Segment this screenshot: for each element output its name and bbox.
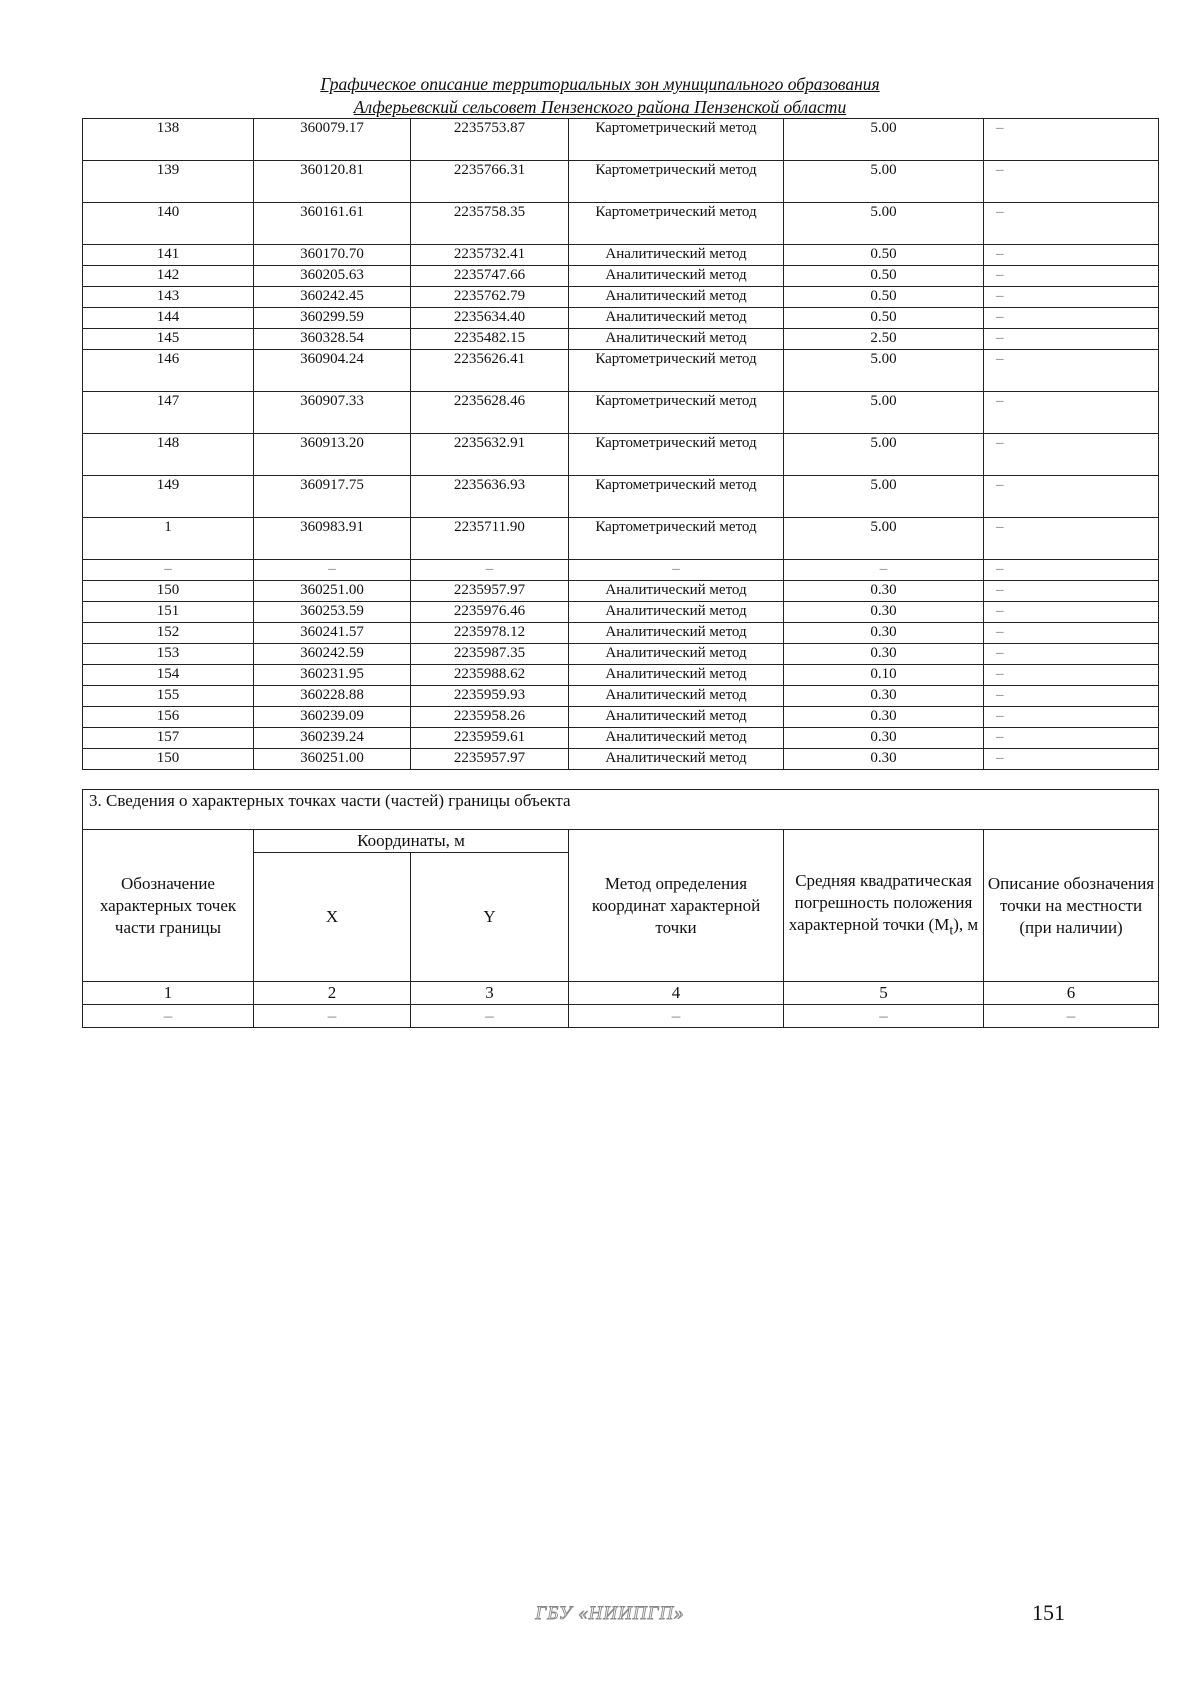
empty-cell: – bbox=[83, 1005, 254, 1028]
cell-point-number: 155 bbox=[83, 686, 254, 707]
cell-coord-x: 360239.24 bbox=[254, 728, 411, 749]
cell-coord-x: 360205.63 bbox=[254, 266, 411, 287]
col-number-6: 6 bbox=[984, 982, 1159, 1005]
cell-point-number: 152 bbox=[83, 623, 254, 644]
cell-error-m: 5.00 bbox=[784, 119, 984, 161]
table-row bbox=[83, 476, 1159, 518]
cell-coord-x: 360983.91 bbox=[254, 518, 411, 560]
cell-method: Аналитический метод bbox=[569, 287, 784, 308]
cell-method: Аналитический метод bbox=[569, 728, 784, 749]
cell-method: Аналитический метод bbox=[569, 266, 784, 287]
cell-error-m: 0.50 bbox=[784, 308, 984, 329]
cell-coord-y: 2235753.87 bbox=[411, 119, 569, 161]
cell-description: – bbox=[984, 581, 1159, 602]
col-header-error-sub: t bbox=[949, 922, 954, 939]
table-row bbox=[83, 161, 1159, 203]
empty-cell: – bbox=[411, 1005, 569, 1028]
cell-point-number: 153 bbox=[83, 644, 254, 665]
cell-error-m: 5.00 bbox=[784, 203, 984, 245]
cell-point-number: 146 bbox=[83, 350, 254, 392]
table-row bbox=[83, 350, 1159, 392]
cell-error-m: 5.00 bbox=[784, 161, 984, 203]
cell-coord-x: 360328.54 bbox=[254, 329, 411, 350]
cell-coord-y: 2235482.15 bbox=[411, 329, 569, 350]
table-row bbox=[83, 707, 1159, 728]
cell-coord-y: 2235958.26 bbox=[411, 707, 569, 728]
cell-method: Аналитический метод bbox=[569, 245, 784, 266]
cell-coord-y: 2235987.35 bbox=[411, 644, 569, 665]
cell-coord-y: 2235758.35 bbox=[411, 203, 569, 245]
cell-coord-x: 360241.57 bbox=[254, 623, 411, 644]
cell-method: Аналитический метод bbox=[569, 749, 784, 770]
cell-description: – bbox=[984, 350, 1159, 392]
cell-method: Картометрический метод bbox=[569, 350, 784, 392]
cell-point-number: 138 bbox=[83, 119, 254, 161]
cell-error-m: 0.10 bbox=[784, 665, 984, 686]
section3-table bbox=[82, 789, 1159, 1028]
cell-description: – bbox=[984, 476, 1159, 518]
cell-description: – bbox=[984, 392, 1159, 434]
cell-error-m: 0.30 bbox=[784, 644, 984, 665]
cell-coord-x: 360170.70 bbox=[254, 245, 411, 266]
table-row bbox=[83, 329, 1159, 350]
cell-error-m: 5.00 bbox=[784, 518, 984, 560]
page-number: 151 bbox=[1032, 1600, 1065, 1625]
cell-error-m: 2.50 bbox=[784, 329, 984, 350]
cell-point-number: 148 bbox=[83, 434, 254, 476]
cell-error-m: 0.30 bbox=[784, 623, 984, 644]
cell-coord-x: 360239.09 bbox=[254, 707, 411, 728]
cell-coord-x: 360242.59 bbox=[254, 644, 411, 665]
cell-point-number: 144 bbox=[83, 308, 254, 329]
cell-point-number: 143 bbox=[83, 287, 254, 308]
cell-coord-y: 2235959.61 bbox=[411, 728, 569, 749]
cell-method: Картометрический метод bbox=[569, 518, 784, 560]
cell-description: – bbox=[984, 203, 1159, 245]
cell-error-m: 0.30 bbox=[784, 686, 984, 707]
cell-coord-y: 2235978.12 bbox=[411, 623, 569, 644]
col-number-4: 4 bbox=[569, 982, 784, 1005]
cell-method: Картометрический метод bbox=[569, 476, 784, 518]
cell-error-m: 0.50 bbox=[784, 266, 984, 287]
cell-description: – bbox=[984, 287, 1159, 308]
cell-point-number: 150 bbox=[83, 749, 254, 770]
col-number-1: 1 bbox=[83, 982, 254, 1005]
cell-point-number: 1 bbox=[83, 518, 254, 560]
col-header-error bbox=[784, 830, 984, 982]
cell-coord-x: 360242.45 bbox=[254, 287, 411, 308]
cell-coord-y: 2235959.93 bbox=[411, 686, 569, 707]
cell-coord-x: 360299.59 bbox=[254, 308, 411, 329]
cell-coord-x: 360904.24 bbox=[254, 350, 411, 392]
cell-coord-y: 2235628.46 bbox=[411, 392, 569, 434]
cell-error-m: 0.50 bbox=[784, 287, 984, 308]
col-header-y: Y bbox=[411, 853, 569, 982]
cell-coord-x: 360161.61 bbox=[254, 203, 411, 245]
cell-point-number: 147 bbox=[83, 392, 254, 434]
col-header-x: X bbox=[254, 853, 411, 982]
cell-coord-y: 2235634.40 bbox=[411, 308, 569, 329]
cell-method: Аналитический метод bbox=[569, 329, 784, 350]
table-row bbox=[83, 119, 1159, 161]
cell-coord-x: – bbox=[254, 560, 411, 581]
cell-method: Аналитический метод bbox=[569, 623, 784, 644]
cell-method: Аналитический метод bbox=[569, 707, 784, 728]
cell-error-m: 5.00 bbox=[784, 350, 984, 392]
cell-coord-y: 2235762.79 bbox=[411, 287, 569, 308]
cell-description: – bbox=[984, 518, 1159, 560]
table-row bbox=[83, 434, 1159, 476]
cell-coord-y: 2235711.90 bbox=[411, 518, 569, 560]
cell-method: Аналитический метод bbox=[569, 665, 784, 686]
empty-cell: – bbox=[254, 1005, 411, 1028]
cell-point-number: 145 bbox=[83, 329, 254, 350]
cell-description: – bbox=[984, 665, 1159, 686]
cell-coord-x: 360253.59 bbox=[254, 602, 411, 623]
cell-coord-x: 360917.75 bbox=[254, 476, 411, 518]
section3-title: 3. Сведения о характерных точках части (частей) границы объекта bbox=[83, 790, 1159, 830]
table-row bbox=[83, 245, 1159, 266]
cell-coord-y: 2235766.31 bbox=[411, 161, 569, 203]
cell-error-m: 0.50 bbox=[784, 245, 984, 266]
col-header-error-text: Средняя квадратическая погрешность положения характерной точки (M bbox=[788, 870, 973, 934]
col-header-method: Метод определения координат характерной точки bbox=[569, 830, 784, 982]
cell-method: Аналитический метод bbox=[569, 308, 784, 329]
cell-description: – bbox=[984, 644, 1159, 665]
cell-description: – bbox=[984, 308, 1159, 329]
col-number-5: 5 bbox=[784, 982, 984, 1005]
cell-error-m: 0.30 bbox=[784, 602, 984, 623]
cell-coord-x: 360079.17 bbox=[254, 119, 411, 161]
cell-error-m: 0.30 bbox=[784, 728, 984, 749]
cell-method: Аналитический метод bbox=[569, 581, 784, 602]
table-row bbox=[83, 518, 1159, 560]
cell-error-m: – bbox=[784, 560, 984, 581]
cell-point-number: 154 bbox=[83, 665, 254, 686]
table-row bbox=[83, 266, 1159, 287]
cell-error-m: 5.00 bbox=[784, 392, 984, 434]
table-row bbox=[83, 623, 1159, 644]
cell-point-number: 149 bbox=[83, 476, 254, 518]
col-header-error-unit: ), м bbox=[953, 914, 979, 934]
cell-method: Аналитический метод bbox=[569, 686, 784, 707]
cell-coord-x: 360251.00 bbox=[254, 749, 411, 770]
table-row bbox=[83, 203, 1159, 245]
cell-coord-x: 360913.20 bbox=[254, 434, 411, 476]
cell-description: – bbox=[984, 119, 1159, 161]
col-header-point: Обозначение характерных точек части границы bbox=[83, 830, 254, 982]
cell-coord-y: 2235957.97 bbox=[411, 581, 569, 602]
cell-method: Картометрический метод bbox=[569, 434, 784, 476]
empty-cell: – bbox=[569, 1005, 784, 1028]
cell-method: Картометрический метод bbox=[569, 161, 784, 203]
cell-point-number: 156 bbox=[83, 707, 254, 728]
table-row bbox=[83, 581, 1159, 602]
table-row bbox=[83, 287, 1159, 308]
table-row bbox=[83, 728, 1159, 749]
table-row bbox=[83, 392, 1159, 434]
cell-coord-y: – bbox=[411, 560, 569, 581]
document-header-line-2: Алферьевский сельсовет Пензенского района Пензенской области bbox=[353, 97, 847, 117]
cell-coord-y: 2235632.91 bbox=[411, 434, 569, 476]
table-row bbox=[83, 644, 1159, 665]
cell-point-number: 141 bbox=[83, 245, 254, 266]
cell-coord-y: 2235976.46 bbox=[411, 602, 569, 623]
cell-method: Аналитический метод bbox=[569, 644, 784, 665]
cell-coord-x: 360228.88 bbox=[254, 686, 411, 707]
cell-description: – bbox=[984, 329, 1159, 350]
cell-coord-x: 360231.95 bbox=[254, 665, 411, 686]
cell-description: – bbox=[984, 245, 1159, 266]
cell-error-m: 5.00 bbox=[784, 434, 984, 476]
cell-coord-y: 2235626.41 bbox=[411, 350, 569, 392]
cell-point-number: 140 bbox=[83, 203, 254, 245]
cell-error-m: 5.00 bbox=[784, 476, 984, 518]
cell-point-number: 142 bbox=[83, 266, 254, 287]
cell-description: – bbox=[984, 602, 1159, 623]
cell-coord-y: 2235747.66 bbox=[411, 266, 569, 287]
cell-coord-x: 360907.33 bbox=[254, 392, 411, 434]
table-row bbox=[83, 560, 1159, 581]
empty-cell: – bbox=[784, 1005, 984, 1028]
cell-method: Картометрический метод bbox=[569, 392, 784, 434]
footer-organization: ГБУ «НИИПГП» bbox=[535, 1603, 685, 1624]
cell-description: – bbox=[984, 434, 1159, 476]
cell-error-m: 0.30 bbox=[784, 749, 984, 770]
cell-point-number: 157 bbox=[83, 728, 254, 749]
cell-description: – bbox=[984, 560, 1159, 581]
cell-method: Картометрический метод bbox=[569, 203, 784, 245]
cell-description: – bbox=[984, 161, 1159, 203]
cell-description: – bbox=[984, 749, 1159, 770]
col-number-2: 2 bbox=[254, 982, 411, 1005]
table-row bbox=[83, 686, 1159, 707]
cell-description: – bbox=[984, 728, 1159, 749]
cell-method: – bbox=[569, 560, 784, 581]
cell-point-number: 151 bbox=[83, 602, 254, 623]
cell-description: – bbox=[984, 707, 1159, 728]
cell-point-number: – bbox=[83, 560, 254, 581]
cell-description: – bbox=[984, 266, 1159, 287]
document-header-line-1: Графическое описание территориальных зон муниципального образования bbox=[320, 74, 880, 94]
cell-error-m: 0.30 bbox=[784, 707, 984, 728]
cell-coord-y: 2235732.41 bbox=[411, 245, 569, 266]
cell-coord-x: 360251.00 bbox=[254, 581, 411, 602]
cell-method: Картометрический метод bbox=[569, 119, 784, 161]
table-row bbox=[83, 749, 1159, 770]
empty-cell: – bbox=[984, 1005, 1159, 1028]
cell-method: Аналитический метод bbox=[569, 602, 784, 623]
cell-coord-y: 2235957.97 bbox=[411, 749, 569, 770]
cell-description: – bbox=[984, 623, 1159, 644]
table-row bbox=[83, 665, 1159, 686]
col-number-3: 3 bbox=[411, 982, 569, 1005]
coordinates-table bbox=[82, 118, 1159, 770]
cell-point-number: 150 bbox=[83, 581, 254, 602]
cell-coord-y: 2235636.93 bbox=[411, 476, 569, 518]
table-row bbox=[83, 602, 1159, 623]
cell-error-m: 0.30 bbox=[784, 581, 984, 602]
col-header-desc: Описание обозначения точки на местности (при наличии) bbox=[984, 830, 1159, 982]
cell-description: – bbox=[984, 686, 1159, 707]
col-header-coords: Координаты, м bbox=[254, 830, 569, 853]
cell-coord-y: 2235988.62 bbox=[411, 665, 569, 686]
cell-coord-x: 360120.81 bbox=[254, 161, 411, 203]
cell-point-number: 139 bbox=[83, 161, 254, 203]
table-row bbox=[83, 308, 1159, 329]
